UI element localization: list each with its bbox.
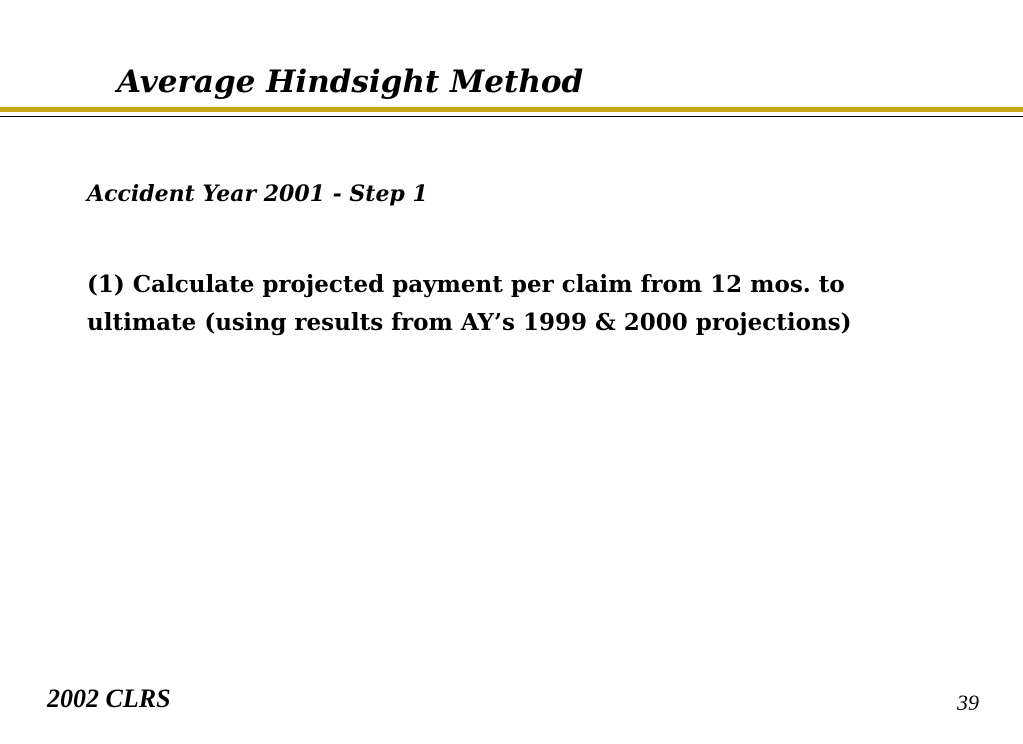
page-number: 39: [957, 690, 979, 715]
step-description: (1) Calculate projected payment per claim from 12 mos. to ultimate (using results from AY’s 1999 & 2000 projections): [87, 271, 852, 336]
title-underline-thin: [0, 116, 1023, 117]
title-underline-gold: [0, 107, 1023, 112]
slide-subtitle: Accident Year 2001 - Step 1: [87, 181, 428, 207]
slide-title: Average Hindsight Method: [117, 64, 584, 100]
footer-conference-label: 2002 CLRS: [47, 684, 171, 713]
